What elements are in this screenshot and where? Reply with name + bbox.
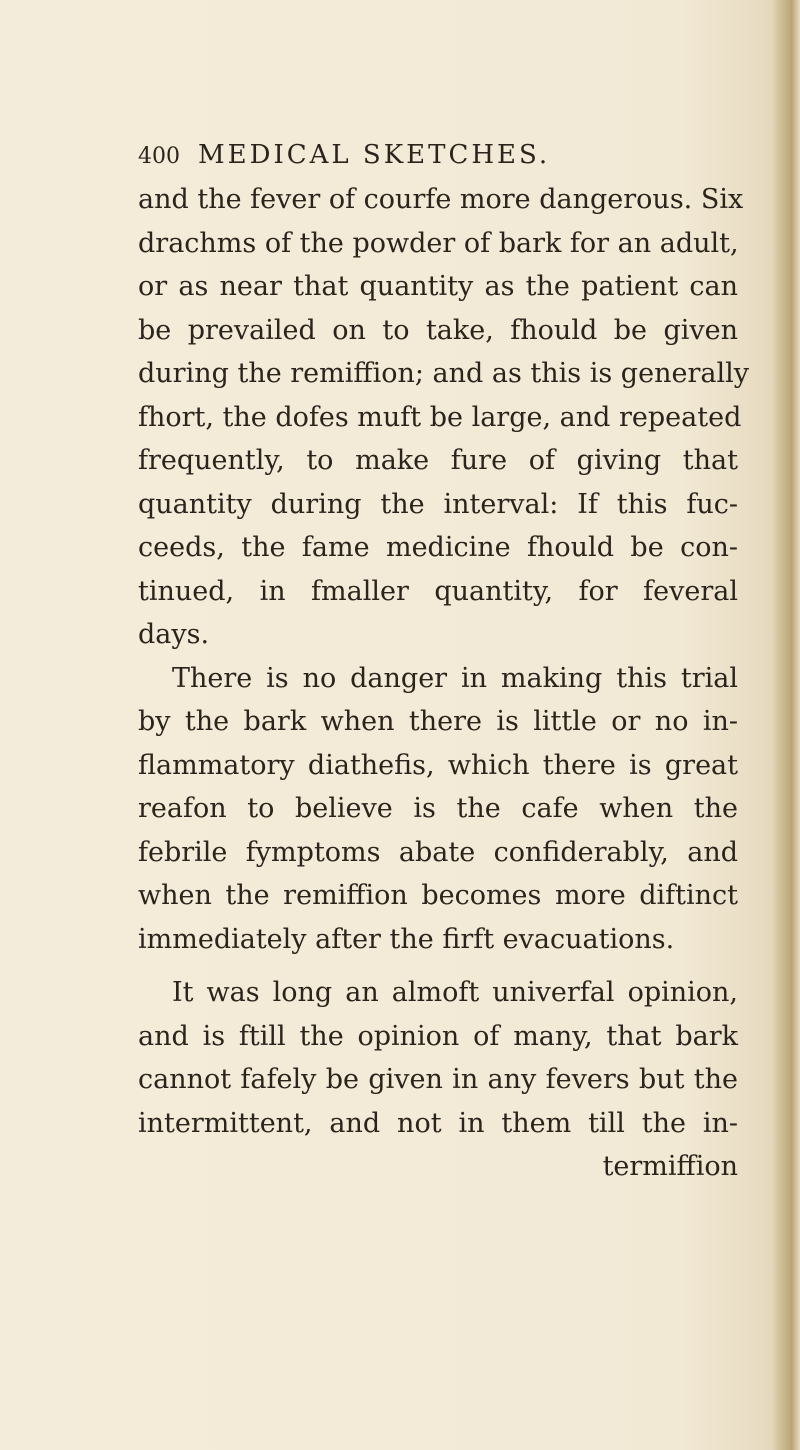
running-title: MEDICAL SKETCHES. [198, 140, 551, 170]
text-line: during the remiffion; and as this is generally [138, 358, 749, 389]
text-line: when the remiffion becomes more diftinct [138, 880, 738, 911]
running-header [138, 140, 550, 170]
text-line: by the bark when there is little or no in- [138, 706, 738, 737]
paragraph-3 [138, 971, 738, 1145]
catchword: termiffion [602, 1151, 738, 1182]
text-line: quantity during the interval: If this fuc- [138, 488, 738, 520]
text-line: flammatory diathefis, which there is great [138, 749, 738, 781]
text-line: febrile fymptoms abate confiderably, and [138, 836, 738, 868]
text-line: drachms of the powder of bark for an adult, [138, 227, 739, 259]
text-line: immediately after the firft evacuations. [138, 923, 675, 955]
paragraph-1 [138, 178, 749, 657]
text-line: frequently, to make fure of giving that [138, 445, 738, 476]
text-line: tinued, in fmaller quantity, for feveral [138, 575, 738, 607]
paragraph-gap [138, 961, 738, 971]
text-line: and the fever of courfe more dangerous. Six [138, 184, 744, 215]
paragraph-2 [138, 657, 738, 962]
text-line: fhort, the dofes muft be large, and repeated [138, 401, 742, 433]
text-line: or as near that quantity as the patient can [138, 271, 738, 302]
text-line: be prevailed on to take, fhould be given [138, 314, 738, 346]
page-number: 400 [138, 144, 180, 169]
page-edge [772, 0, 800, 1450]
text-line: days. [138, 619, 210, 650]
body-text [138, 178, 749, 1189]
text-line: and is ftill the opinion of many, that bark [138, 1020, 738, 1052]
text-line: ceeds, the fame medicine fhould be con- [138, 532, 738, 563]
text-line: intermittent, and not in them till the in- [138, 1107, 738, 1139]
text-line: It was long an almoft univerfal opinion, [172, 977, 738, 1008]
text-line: There is no danger in making this trial [172, 662, 738, 694]
text-line: cannot fafely be given in any fevers but the [138, 1064, 738, 1095]
text-line: reafon to believe is the cafe when the [138, 793, 738, 824]
